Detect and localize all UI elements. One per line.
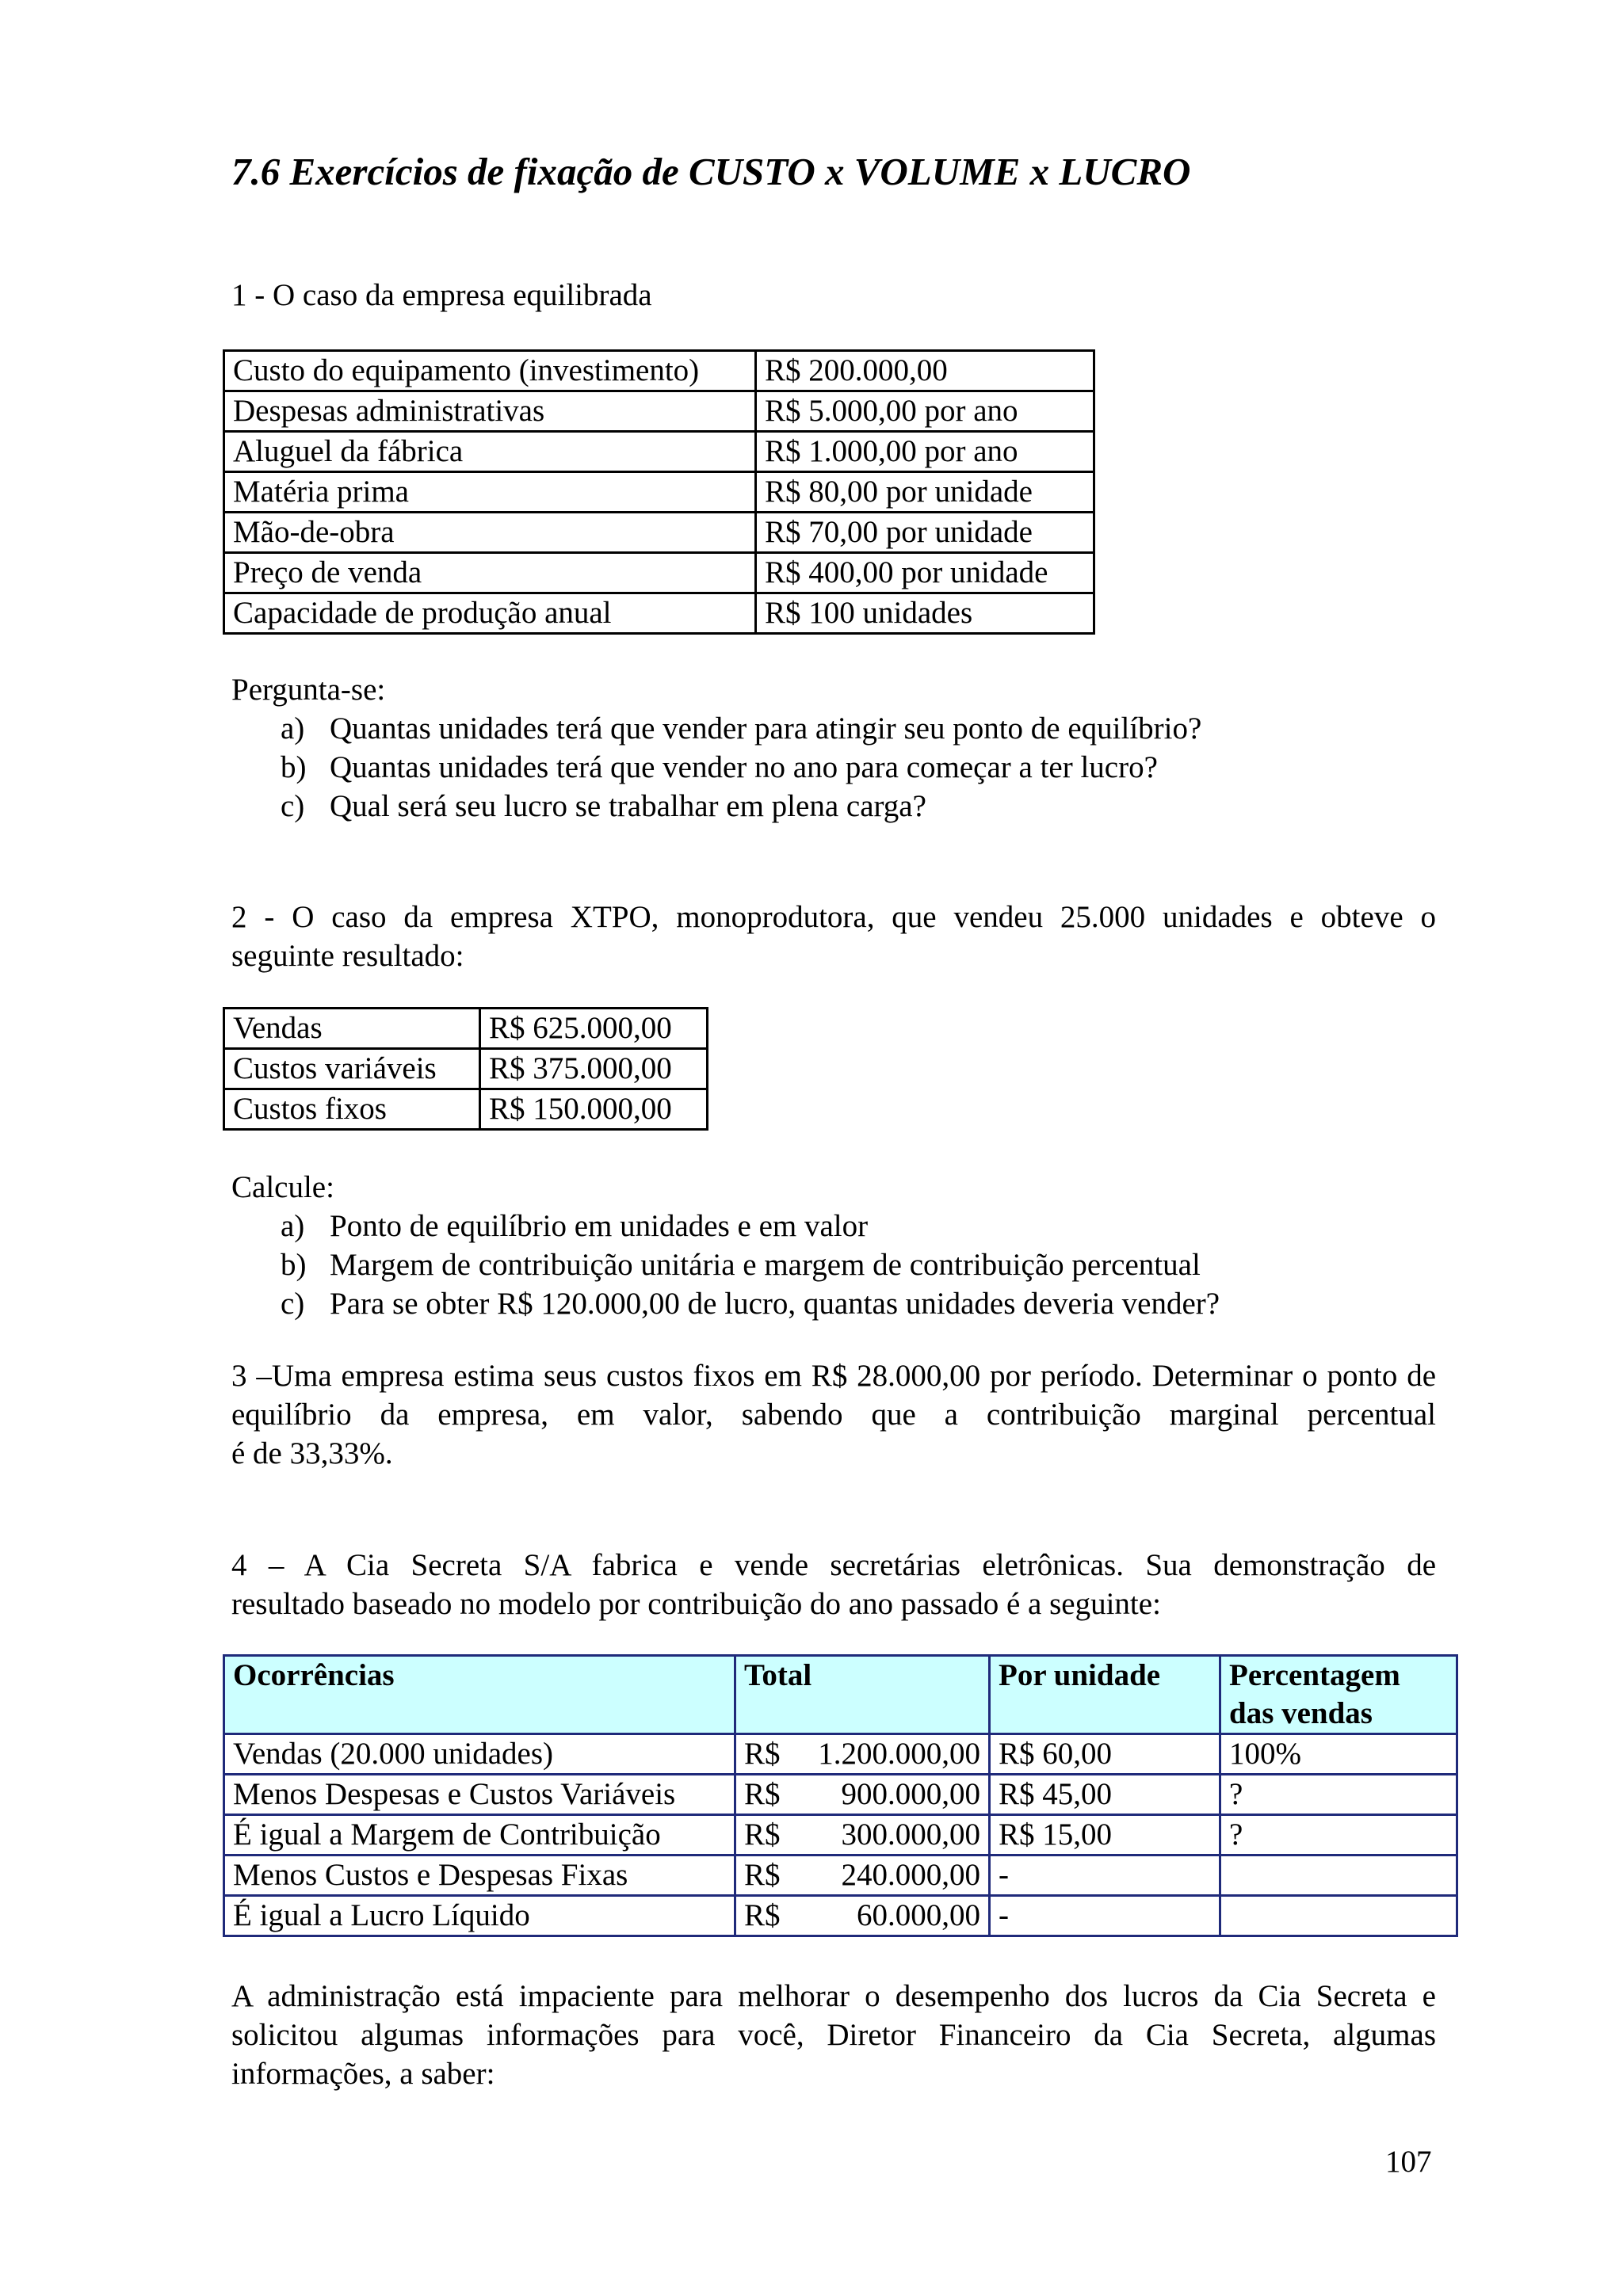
table-row [224,1734,1457,1775]
table-cell-value: R$ 80,00 por unidade [756,472,1094,513]
table-cell-label: Capacidade de produção anual [224,593,756,634]
table-cell-unit: - [990,1896,1220,1936]
table-cell-value: R$ 400,00 por unidade [756,553,1094,593]
table-cell-total [735,1896,990,1936]
table-cell-percent: ? [1220,1775,1457,1815]
table-cell-label: Vendas [224,1009,480,1049]
table-row [224,1815,1457,1855]
table-row [224,553,1094,593]
table-row [224,1896,1457,1936]
table-row [224,1049,708,1089]
table-cell-unit: R$ 15,00 [990,1815,1220,1855]
income-statement-table [223,1654,1458,1937]
table-row [224,472,1094,513]
table-cell-value: R$ 625.000,00 [480,1009,708,1049]
table-cell-percent [1220,1896,1457,1936]
list-marker: c) [281,789,305,823]
table-cell-total [735,1734,990,1775]
paragraph-line: resultado baseado no modelo por contribuição do ano passado é a seguinte: [231,1587,1161,1621]
paragraph-line: ponto de equilíbrio da empresa, em valor, sabendo que a contribuição marginal percentual [231,1359,1436,1432]
table-cell-value: R$ 70,00 por unidade [756,513,1094,553]
list-marker: b) [281,1248,307,1282]
list-item [231,1284,1220,1323]
table-cell-label: Vendas (20.000 unidades) [224,1734,735,1775]
list-marker: c) [281,1287,305,1321]
table-cell-value: R$ 375.000,00 [480,1049,708,1089]
currency-symbol: R$ [744,1817,781,1852]
column-header: Por unidade [990,1656,1220,1734]
paragraph-line: 4 – A Cia Secreta S/A fabrica e vende secretárias eletrônicas. Sua demonstração de [231,1548,1436,1582]
column-header: Total [735,1656,990,1734]
table-cell-label: Custos variáveis [224,1049,480,1089]
list-item [231,748,1201,787]
table-cell-label: É igual a Lucro Líquido [224,1896,735,1936]
paragraph-line: 3 –Uma empresa estima seus custos fixos em R$ 28.000,00 por período. Determinar o [231,1359,1318,1393]
table-cell-label: Custos fixos [224,1089,480,1130]
table-cell-total [735,1855,990,1896]
table-row [224,432,1094,472]
exercise-1-questions [231,709,1201,826]
question-text: Quantas unidades terá que vender no ano para começar a ter lucro? [330,750,1158,784]
table-cell-label: Preço de venda [224,553,756,593]
table-cell-unit: R$ 45,00 [990,1775,1220,1815]
table-cell-label: Matéria prima [224,472,756,513]
table-cell-value: R$ 100 unidades [756,593,1094,634]
amount: 60.000,00 [857,1898,980,1932]
table-cell-total [735,1775,990,1815]
table-cell-value: R$ 200.000,00 [756,351,1094,391]
list-item [231,1207,1220,1245]
table-cell-percent: 100% [1220,1734,1457,1775]
table-row [224,513,1094,553]
question-text: Qual será seu lucro se trabalhar em plena carga? [330,789,926,823]
amount: 1.200.000,00 [818,1737,980,1771]
table-row [224,391,1094,432]
paragraph-line: A administração está impaciente para melhorar o desempenho dos lucros da Cia Secreta e [231,1979,1436,2013]
exercise-4-paragraph [231,1546,1436,1623]
paragraph-line: solicitou algumas informações para você, Diretor Financeiro da Cia Secreta, algumas [231,2018,1436,2052]
exercise-2-ask: Calcule: [231,1170,334,1204]
table-header-row [224,1656,1457,1734]
currency-symbol: R$ [744,1737,781,1771]
paragraph-line: 2 - O caso da empresa XTPO, monoprodutora, que vendeu 25.000 unidades e obteve o [231,900,1436,934]
table-row [224,1855,1457,1896]
table-row [224,351,1094,391]
amount: 900.000,00 [841,1777,980,1811]
exercise-4-followup-paragraph [231,1977,1436,2093]
table-cell-label: Aluguel da fábrica [224,432,756,472]
table-cell-unit: - [990,1855,1220,1896]
amount: 300.000,00 [841,1817,980,1852]
section-title: 7.6 Exercícios de fixação de CUSTO x VOLUME x LUCRO [231,150,1191,193]
amount: 240.000,00 [841,1858,980,1892]
table-cell-total [735,1815,990,1855]
table-cell-percent [1220,1855,1457,1896]
currency-symbol: R$ [744,1858,781,1892]
paragraph-line: seguinte resultado: [231,939,464,973]
question-text: Margem de contribuição unitária e margem de contribuição percentual [330,1248,1201,1282]
table-row [224,1009,708,1049]
column-header: Percentagem das vendas [1220,1656,1457,1734]
table-row [224,1089,708,1130]
paragraph-line: é de 33,33%. [231,1436,393,1470]
table-cell-value: R$ 150.000,00 [480,1089,708,1130]
list-marker: a) [281,711,305,746]
table-cell-label: É igual a Margem de Contribuição [224,1815,735,1855]
table-cell-value: R$ 5.000,00 por ano [756,391,1094,432]
currency-symbol: R$ [744,1898,781,1932]
exercise-2-table [223,1007,708,1131]
table-cell-label: Menos Custos e Despesas Fixas [224,1855,735,1896]
column-header: Ocorrências [224,1656,735,1734]
question-text: Para se obter R$ 120.000,00 de lucro, quantas unidades deveria vender? [330,1287,1220,1321]
exercise-2-questions [231,1207,1220,1323]
exercise-2-heading [231,898,1436,975]
list-marker: a) [281,1209,305,1243]
exercise-1-table [223,349,1095,635]
table-cell-label: Custo do equipamento (investimento) [224,351,756,391]
table-row [224,1775,1457,1815]
list-item [231,709,1201,748]
list-item [231,787,1201,826]
exercise-1-ask: Pergunta-se: [231,673,386,707]
table-cell-value: R$ 1.000,00 por ano [756,432,1094,472]
table-cell-label: Despesas administrativas [224,391,756,432]
list-marker: b) [281,750,307,784]
page-number: 107 [1385,2145,1432,2179]
question-text: Quantas unidades terá que vender para atingir seu ponto de equilíbrio? [330,711,1202,746]
table-cell-label: Menos Despesas e Custos Variáveis [224,1775,735,1815]
table-cell-unit: R$ 60,00 [990,1734,1220,1775]
question-text: Ponto de equilíbrio em unidades e em valor [330,1209,869,1243]
table-cell-percent: ? [1220,1815,1457,1855]
table-row [224,593,1094,634]
list-item [231,1245,1220,1284]
paragraph-line: informações, a saber: [231,2057,495,2091]
exercise-1-heading: 1 - O caso da empresa equilibrada [231,278,652,312]
currency-symbol: R$ [744,1777,781,1811]
table-cell-label: Mão-de-obra [224,513,756,553]
exercise-3-paragraph [231,1356,1436,1473]
